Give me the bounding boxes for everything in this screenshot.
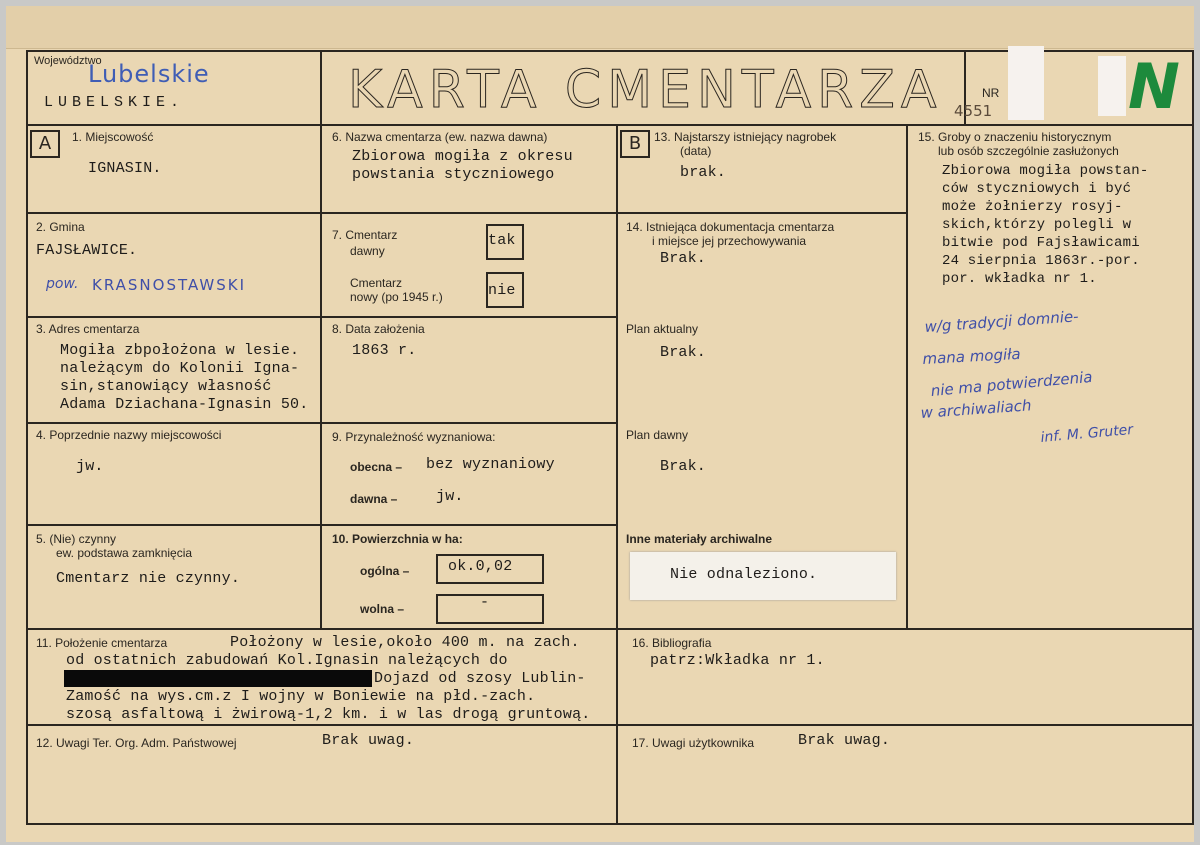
- field-12-value: Brak uwag.: [322, 732, 415, 749]
- field-2-hand-prefix: pow.: [46, 276, 79, 292]
- field-10-label: 10. Powierzchnia w ha:: [332, 532, 463, 546]
- row-line-1: [26, 212, 618, 214]
- row-line-3: [26, 422, 618, 424]
- field-15-line-4: skich,którzy polegli w: [942, 217, 1132, 233]
- field-13-value: brak.: [680, 164, 727, 181]
- field-14-label-2: i miejsce jej przechowywania: [652, 234, 807, 248]
- field-14-label-1: 14. Istniejąca dokumentacja cmentarza: [626, 220, 835, 234]
- field-8-value: 1863 r.: [352, 342, 417, 359]
- row-line-1b: [616, 212, 908, 214]
- field-10-wolna-box: [436, 594, 544, 624]
- field-2-value: FAJSŁAWICE.: [36, 242, 138, 259]
- field-7-nowy-value: nie: [488, 282, 516, 299]
- field-11-line-3: Dojazd od szosy Lublin-: [374, 670, 586, 687]
- field-17-label: 17. Uwagi użytkownika: [632, 736, 755, 750]
- field-8-label: 8. Data założenia: [332, 322, 425, 336]
- field-2-label: 2. Gmina: [36, 220, 85, 234]
- field-3-line-3: sin,stanowiący własność: [60, 378, 272, 395]
- field-10-wolna-value: -: [480, 594, 490, 611]
- nr-correction-patch: [1008, 46, 1044, 120]
- field-15-hand-line-4: w archiwaliach: [920, 396, 1033, 422]
- field-6-label: 6. Nazwa cmentarza (ew. nazwa dawna): [332, 130, 548, 144]
- col-divider-1: [320, 50, 322, 630]
- field-5-label-1: 5. (Nie) czynny: [36, 532, 117, 546]
- field-4-value: jw.: [76, 458, 104, 475]
- col-divider-2: [616, 124, 618, 824]
- field-3-line-1: Mogiła zbpołożona w lesie.: [60, 342, 300, 359]
- field-14-value: Brak.: [660, 250, 707, 267]
- field-1-value: IGNASIN.: [88, 160, 162, 177]
- wojewodztwo-value: LUBELSKIE.: [44, 94, 185, 111]
- field-4-label: 4. Poprzednie nazwy miejscowości: [36, 428, 222, 442]
- frame-left: [26, 50, 28, 825]
- section-b-marker: B: [620, 130, 650, 158]
- field-6-line-2: powstania styczniowego: [352, 166, 555, 183]
- section-a-marker: A: [30, 130, 60, 158]
- field-15-label-2: lub osób szczególnie zasłużonych: [938, 144, 1119, 158]
- field-15-line-3: może żołnierzy rosyj-: [942, 199, 1123, 215]
- frame-right: [1192, 50, 1194, 825]
- field-15-hand-line-1: w/g tradycji domnie-: [924, 307, 1080, 336]
- card-top-edge: [6, 6, 1194, 49]
- field-16-label: 16. Bibliografia: [632, 636, 712, 650]
- plan-aktualny-label: Plan aktualny: [626, 322, 699, 336]
- field-11-line-1: Położony w lesie,około 400 m. na zach.: [230, 634, 580, 651]
- field-10-ogolna-label: ogólna –: [360, 564, 410, 578]
- nr-correction-patch-2: [1098, 56, 1126, 116]
- field-1-label: 1. Miejscowość: [72, 130, 154, 144]
- field-7-dawny-label-2: dawny: [350, 244, 385, 258]
- inne-materialy-label: Inne materiały archiwalne: [626, 532, 773, 546]
- field-11-line-2: od ostatnich zabudowań Kol.Ignasin należących do: [66, 652, 508, 669]
- field-3-label: 3. Adres cmentarza: [36, 322, 140, 336]
- row-line-4: [26, 524, 618, 526]
- field-7-nowy-label-1: Cmentarz: [350, 276, 403, 290]
- field-9-dawna-value: jw.: [436, 488, 464, 505]
- wojewodztwo-stamp: Lubelskie: [88, 60, 210, 88]
- field-9-label: 9. Przynależność wyznaniowa:: [332, 430, 496, 444]
- field-6-line-1: Zbiorowa mogiła z okresu: [352, 148, 573, 165]
- header-divider: [26, 124, 1194, 126]
- field-16-value: patrz:Wkładka nr 1.: [650, 652, 825, 669]
- row-line-2: [26, 316, 618, 318]
- field-3-line-4: Adama Dziachana-Ignasin 50.: [60, 396, 309, 413]
- plan-aktualny-value: Brak.: [660, 344, 707, 361]
- field-13-label-1: 13. Najstarszy istniejący nagrobek: [654, 130, 837, 144]
- field-11-label: 11. Położenie cmentarza: [36, 636, 168, 650]
- field-15-line-5: bitwie pod Fajsławicami: [942, 235, 1140, 251]
- field-15-label-1: 15. Groby o znaczeniu historycznym: [918, 130, 1112, 144]
- field-17-value: Brak uwag.: [798, 732, 891, 749]
- card-title: KARTA CMENTARZA: [348, 60, 943, 120]
- field-10-ogolna-value: ok.0,02: [448, 558, 513, 575]
- field-15-line-1: Zbiorowa mogiła powstan-: [942, 163, 1149, 179]
- nr-mark: N: [1128, 50, 1180, 123]
- row-line-6: [26, 724, 1194, 726]
- nr-label: NR: [982, 86, 1000, 100]
- col-divider-3: [906, 124, 908, 628]
- plan-dawny-label: Plan dawny: [626, 428, 689, 442]
- field-2-hand-value: KRASNOSTAWSKI: [92, 276, 247, 294]
- field-9-dawna-label: dawna –: [350, 492, 398, 506]
- field-10-wolna-label: wolna –: [360, 602, 405, 616]
- plan-dawny-value: Brak.: [660, 458, 707, 475]
- nr-value: 4551: [954, 102, 993, 120]
- inne-materialy-value: Nie odnaleziono.: [670, 566, 818, 583]
- field-15-hand-line-2: mana mogiła: [922, 344, 1022, 368]
- field-5-label-2: ew. podstawa zamknięcia: [56, 546, 193, 560]
- field-13-label-2: (data): [680, 144, 712, 158]
- field-15-line-2: ców styczniowych i być: [942, 181, 1132, 197]
- field-7-nowy-label-2: nowy (po 1945 r.): [350, 290, 443, 304]
- field-3-line-2: należącym do Kolonii Igna-: [60, 360, 300, 377]
- field-12-label: 12. Uwagi Ter. Org. Adm. Państwowej: [36, 736, 237, 750]
- field-11-redaction: [64, 670, 372, 687]
- wojewodztwo-label: Województwo: [34, 55, 102, 67]
- field-11-line-5: szosą asfaltową i żwirową-1,2 km. i w las drogą gruntową.: [66, 706, 591, 723]
- field-9-obecna-label: obecna –: [350, 460, 403, 474]
- frame-bottom: [26, 823, 1194, 825]
- field-15-line-7: por. wkładka nr 1.: [942, 271, 1097, 287]
- field-7-dawny-value: tak: [488, 232, 516, 249]
- field-15-line-6: 24 sierpnia 1863r.-por.: [942, 253, 1140, 269]
- field-11-line-4: Zamość na wys.cm.z I wojny w Boniewie na płd.-zach.: [66, 688, 536, 705]
- field-7-dawny-label-1: 7. Cmentarz: [332, 228, 398, 242]
- field-15-hand-line-3: nie ma potwierdzenia: [930, 367, 1094, 400]
- field-5-value: Cmentarz nie czynny.: [56, 570, 241, 587]
- field-9-obecna-value: bez wyznaniowy: [426, 456, 555, 473]
- field-15-hand-signature: inf. M. Gruter: [1040, 421, 1134, 446]
- row-line-5: [26, 628, 1194, 630]
